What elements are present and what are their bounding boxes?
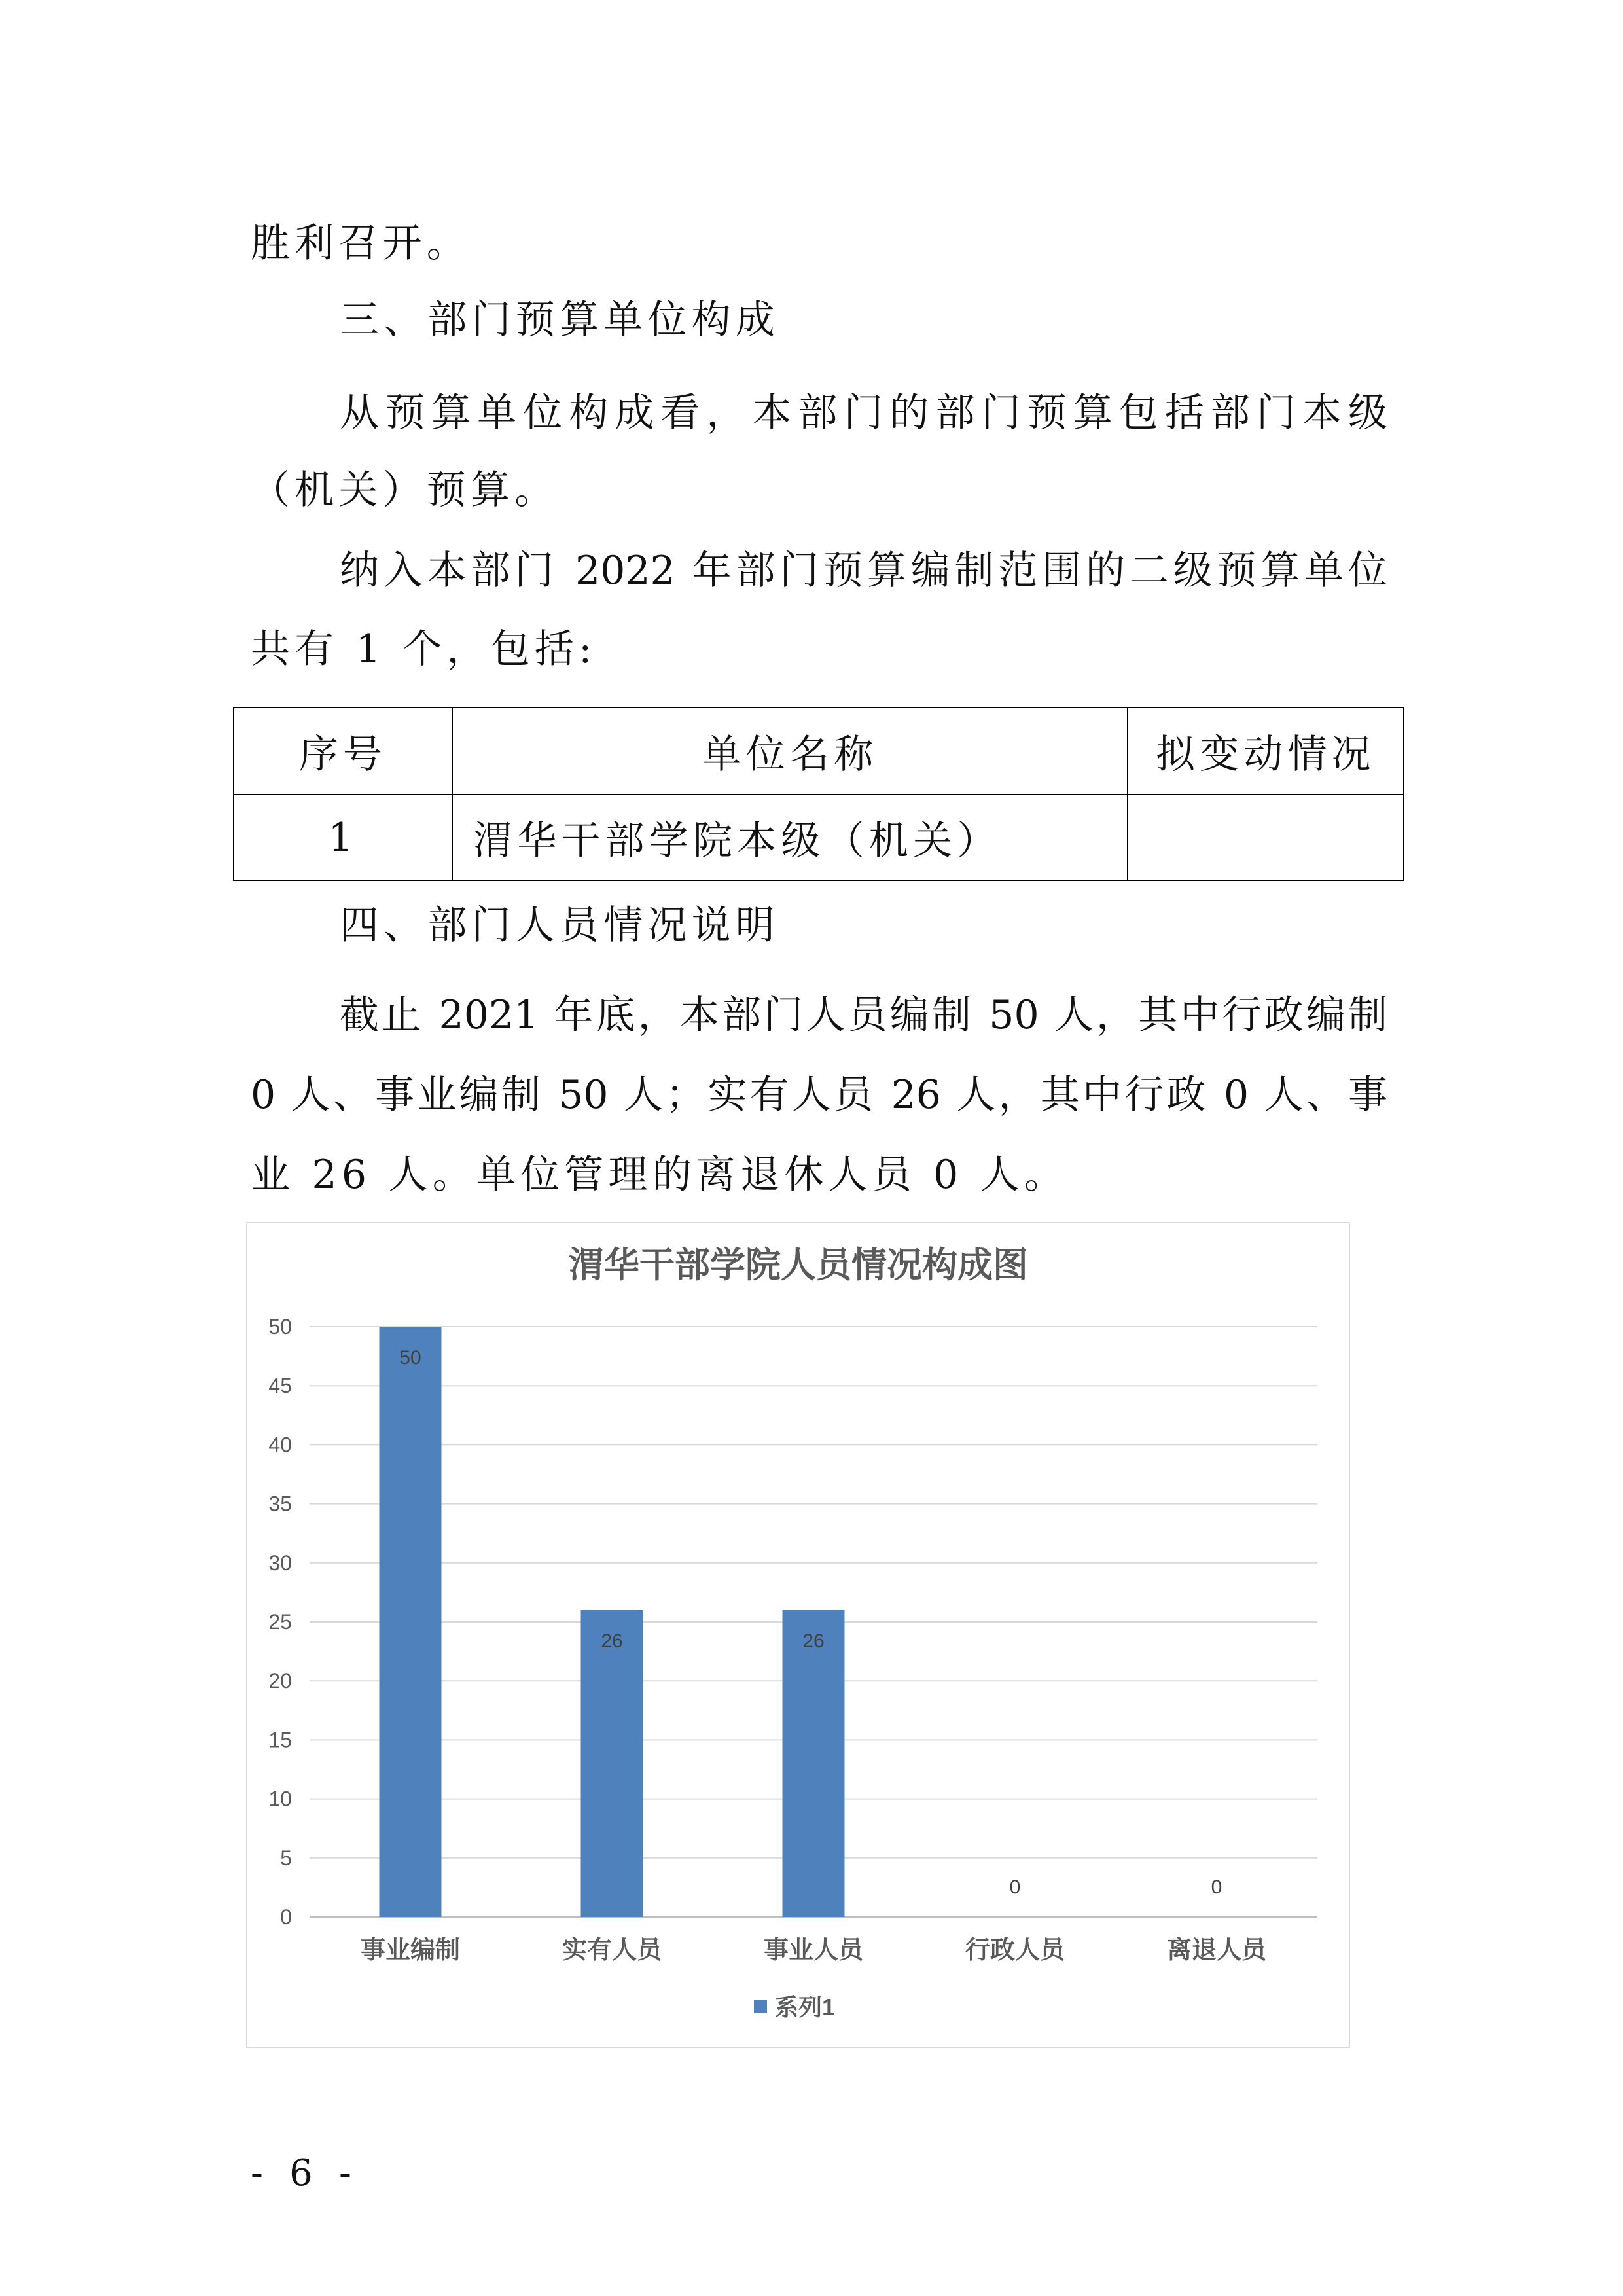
header-unit-name: 单位名称 <box>452 708 1128 795</box>
body-line: （机关）预算。 <box>251 467 559 513</box>
y-tick-label: 35 <box>268 1492 292 1516</box>
y-tick-label: 30 <box>268 1551 292 1575</box>
body-line: 胜利召开。 <box>251 221 471 266</box>
data-label: 0 <box>1009 1876 1021 1898</box>
personnel-bar-chart <box>246 1222 1350 2048</box>
chart-title: 渭华干部学院人员情况构成图 <box>569 1246 1028 1285</box>
y-tick-label: 15 <box>268 1728 292 1752</box>
y-tick-label: 0 <box>280 1905 292 1929</box>
header-index: 序号 <box>234 708 452 795</box>
category-label: 离退人员 <box>1166 1937 1267 1964</box>
data-label: 50 <box>399 1347 421 1369</box>
budget-unit-table <box>233 707 1404 881</box>
bar <box>380 1327 442 1917</box>
data-label: 26 <box>601 1630 623 1652</box>
category-label: 行政人员 <box>965 1937 1065 1964</box>
y-tick-label: 45 <box>268 1374 292 1398</box>
y-tick-label: 50 <box>268 1315 292 1338</box>
body-line: 纳入本部门 2022 年部门预算编制范围的二级预算单位 <box>340 548 1387 594</box>
y-tick-label: 20 <box>268 1669 292 1693</box>
table-row <box>234 795 1404 880</box>
cell-unit-name: 渭华干部学院本级（机关） <box>452 795 1128 880</box>
y-tick-label: 5 <box>280 1846 292 1870</box>
body-line: 业 26 人。单位管理的离退休人员 0 人。 <box>251 1152 1069 1198</box>
legend-swatch <box>754 2000 767 2013</box>
y-tick-label: 40 <box>268 1433 292 1457</box>
category-label: 实有人员 <box>562 1937 662 1964</box>
page-number: - 6 - <box>251 2152 359 2195</box>
data-label: 0 <box>1211 1876 1222 1898</box>
section-heading: 四、部门人员情况说明 <box>340 903 779 948</box>
bar <box>783 1610 845 1917</box>
category-label: 事业编制 <box>360 1937 461 1964</box>
body-line: 从预算单位构成看，本部门的部门预算包括部门本级 <box>340 390 1387 436</box>
header-planned-change: 拟变动情况 <box>1128 708 1404 795</box>
data-label: 26 <box>802 1630 825 1652</box>
body-line: 共有 1 个，包括: <box>251 626 597 672</box>
body-line: 0 人、事业编制 50 人；实有人员 26 人，其中行政 0 人、事 <box>251 1072 1387 1118</box>
table-header-row <box>234 708 1404 795</box>
y-tick-label: 10 <box>268 1787 292 1811</box>
legend-label: 系列1 <box>775 1994 836 2020</box>
section-heading: 三、部门预算单位构成 <box>340 297 779 343</box>
category-label: 事业人员 <box>763 1937 864 1964</box>
body-line: 截止 2021 年底，本部门人员编制 50 人，其中行政编制 <box>340 992 1387 1038</box>
cell-planned-change <box>1128 795 1404 880</box>
cell-index: 1 <box>234 795 452 880</box>
bar <box>581 1610 643 1917</box>
y-tick-label: 25 <box>268 1610 292 1634</box>
